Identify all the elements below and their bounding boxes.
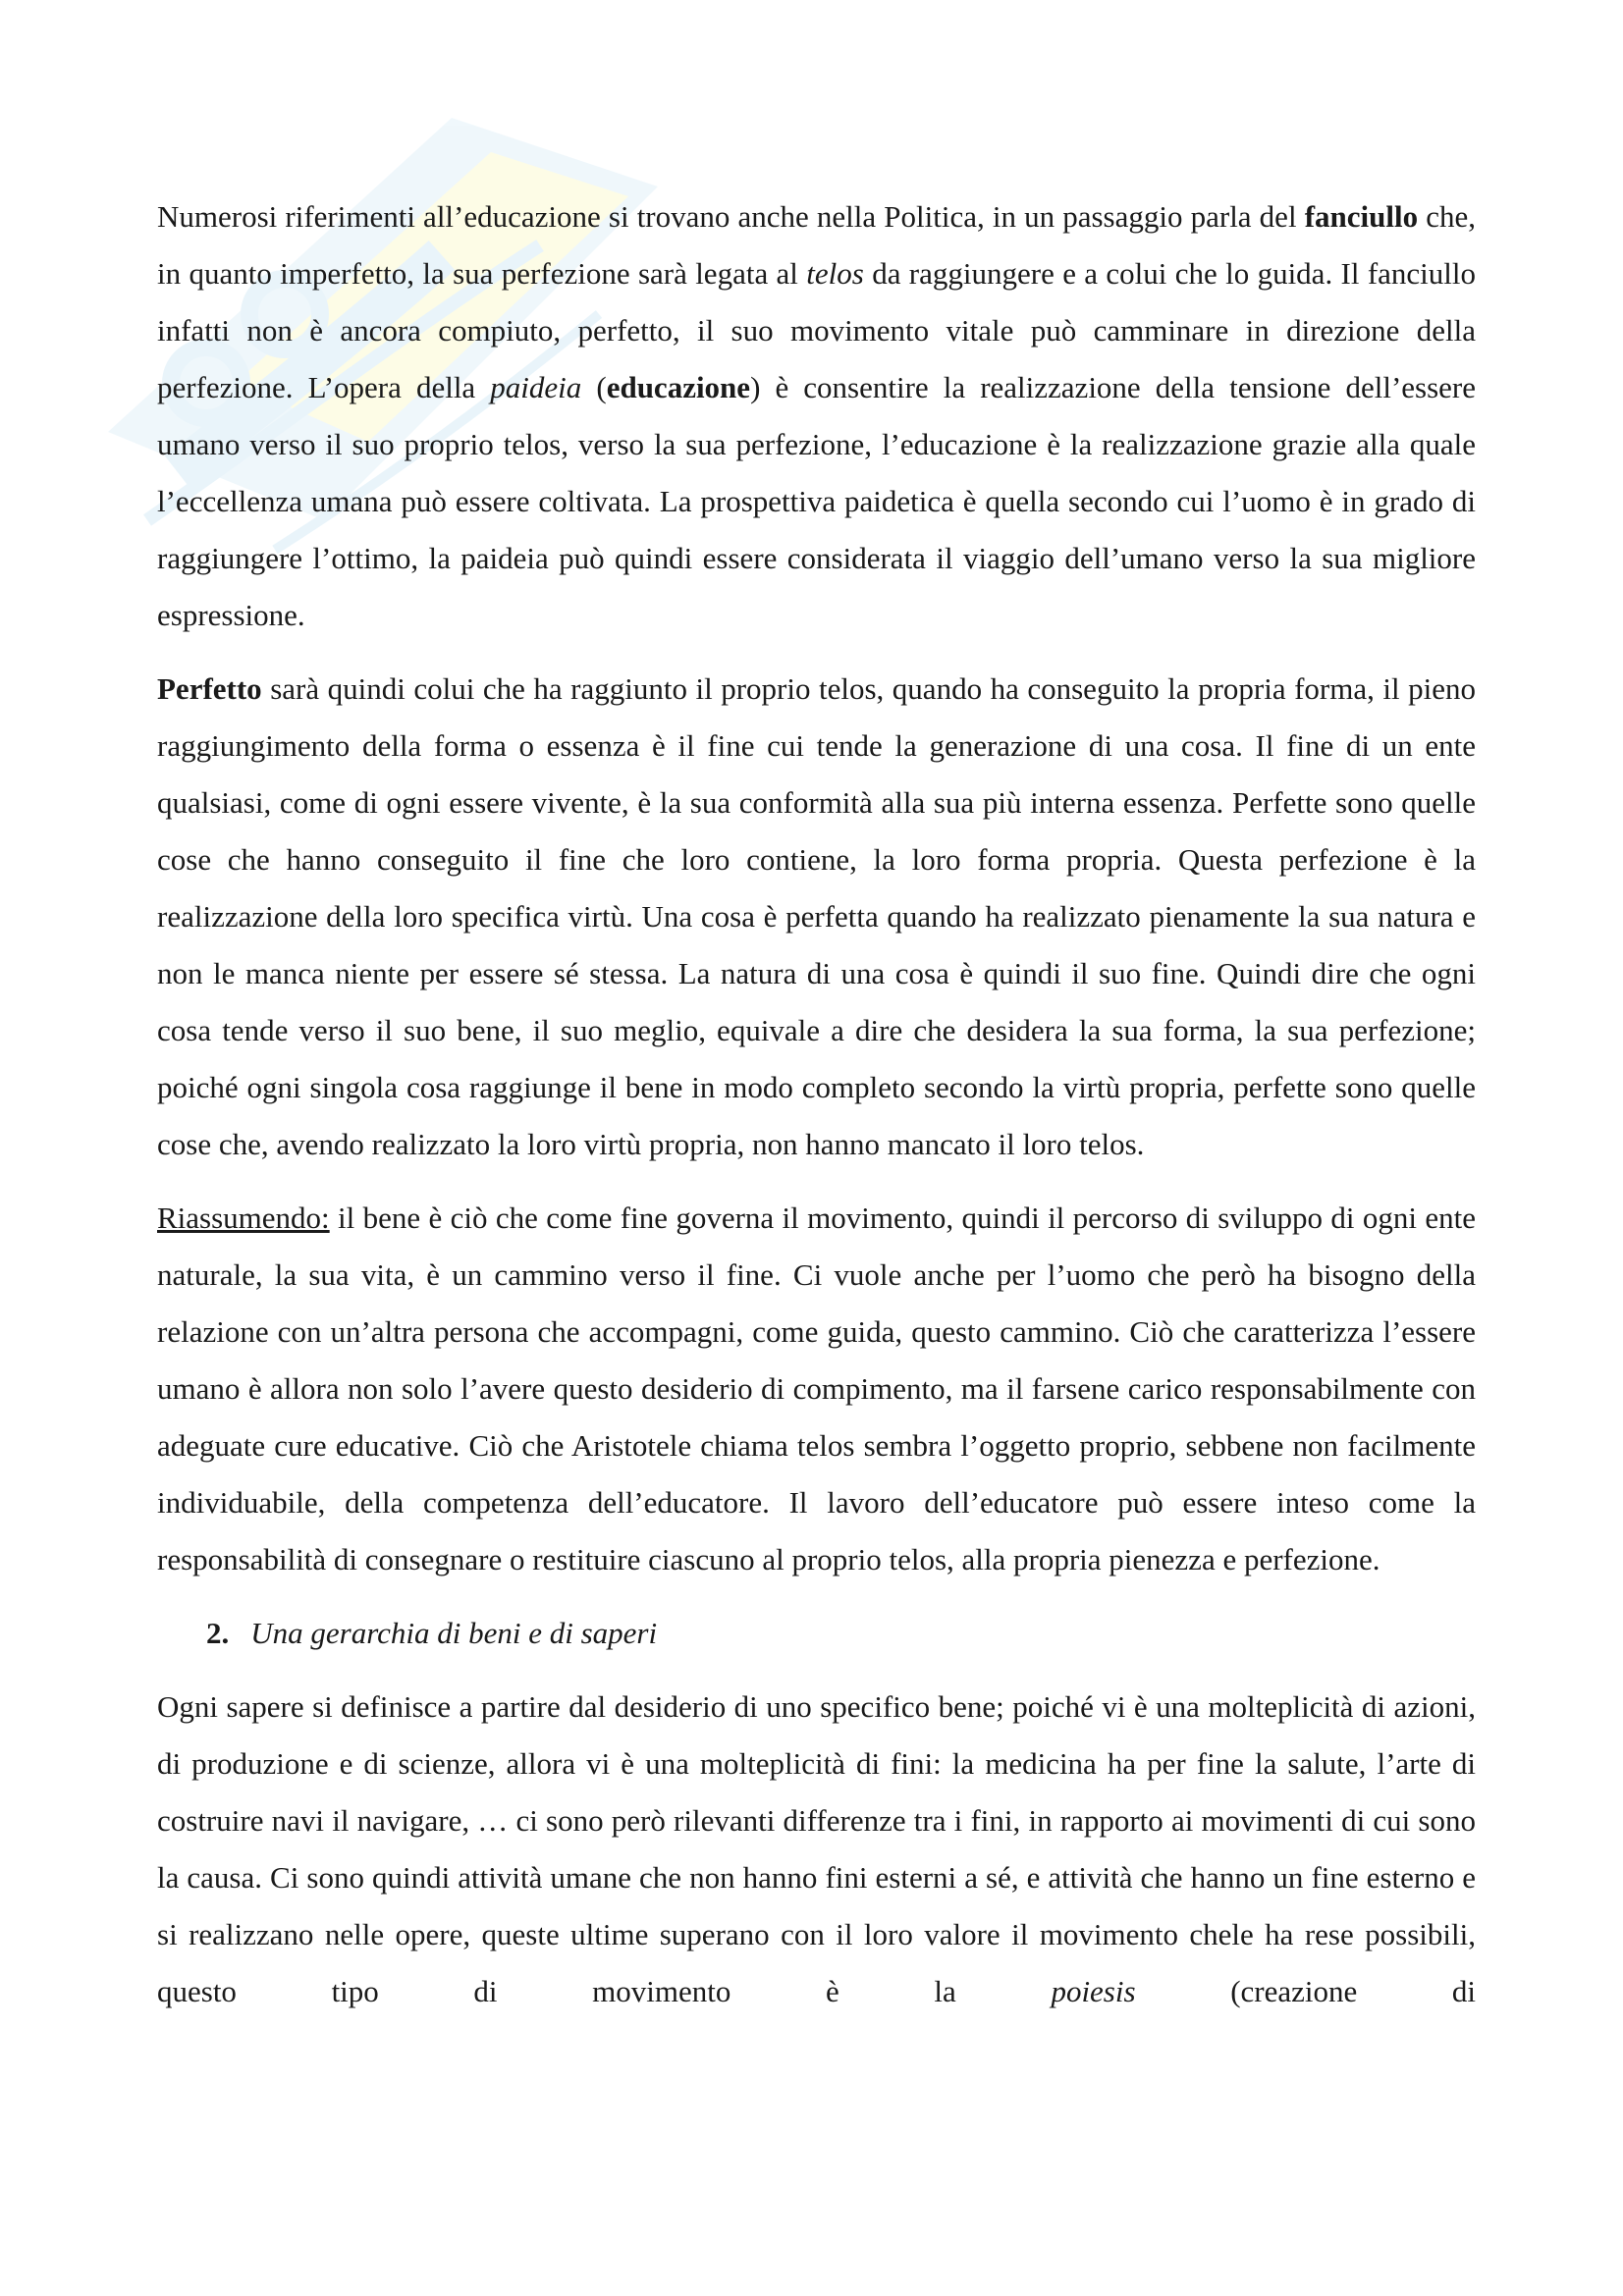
text-run: Ogni sapere si definisce a partire dal desiderio di uno specifico bene; poiché vi è una molteplicità di azioni, di produzione e di scienze, allora vi è una molteplicità di fini: la medicina ha per fine la salute, l’arte di costruire navi il navigare, … ci sono però rilevanti differenze tra i fini, in rapporto ai movimenti di cui sono la causa. Ci sono quindi attività umane che non hanno fini esterni a sé, e attività che hanno un fine esterno e si realizzano nelle opere, queste ultime superano con il loro valore il movimento chele ha rese possibili, questo tipo di movimento è la xyxy=(157,1689,1476,2008)
paragraph xyxy=(157,1679,1476,2020)
bold-term: educazione xyxy=(606,370,751,404)
italic-term: poiesis xyxy=(1051,1974,1136,2008)
paragraph xyxy=(157,1190,1476,1588)
text-run: che, in quanto imperfetto, la sua perfezione sarà legata al xyxy=(157,199,1476,291)
text-run: (creazione di xyxy=(1135,1974,1477,2008)
paragraph xyxy=(157,661,1476,1173)
text-run: sarà quindi colui che ha raggiunto il proprio telos, quando ha conseguito la propria forma, il pieno raggiungimento della forma o essenza è il fine cui tende la generazione di una cosa. Il fine di un ente qualsiasi, come di ogni essere vivente, è la sua conformità alla sua più interna essenza. Perfette sono quelle cose che hanno conseguito il fine che loro contiene, la loro forma propria. Questa perfezione è la realizzazione della loro specifica virtù. Una cosa è perfetta quando ha realizzato pienamente la sua natura e non le manca niente per essere sé stessa. La natura di una cosa è quindi il suo fine. Quindi dire che ogni cosa tende verso il suo bene, il suo meglio, equivale a dire che desidera la sua forma, la sua perfezione; poiché ogni singola cosa raggiunge il bene in modo completo secondo la virtù propria, perfette sono quelle cose che, avendo realizzato la loro virtù propria, non hanno mancato il loro telos. xyxy=(157,671,1476,1161)
text-run: il bene è ciò che come fine governa il movimento, quindi il percorso di sviluppo di ogni ente naturale, la sua vita, è un cammino verso il fine. Ci vuole anche per l’uomo che però ha bisogno della relazione con un’altra persona che accompagni, come guida, questo cammino. Ciò che caratterizza l’essere umano è allora non solo l’avere questo desiderio di compimento, ma il farsene carico responsabilmente con adeguate cure educative. Ciò che Aristotele chiama telos sembra l’oggetto proprio, sebbene non facilmente individuabile, della competenza dell’educatore. Il lavoro dell’educatore può essere inteso come la responsabilità di consegnare o restituire ciascuno al proprio telos, alla propria pienezza e perfezione. xyxy=(157,1201,1476,1576)
text-run: Numerosi riferimenti all’educazione si trovano anche nella Politica, in un passaggio parla del xyxy=(157,199,1305,234)
document-body xyxy=(157,188,1476,2020)
text-run: ) è consentire la realizzazione della tensione dell’essere umano verso il suo proprio telos, verso la sua perfezione, l’educazione è la realizzazione grazie alla quale l’eccellenza umana può essere coltivata. La prospettiva paidetica è quella secondo cui l’uomo è in grado di raggiungere l’ottimo, la paideia può quindi essere considerata il viaggio dell’umano verso la sua migliore espressione. xyxy=(157,370,1477,632)
bold-term: fanciullo xyxy=(1304,199,1419,234)
section-heading xyxy=(206,1605,1476,1662)
italic-term: paideia xyxy=(490,370,582,404)
bold-term: Perfetto xyxy=(157,671,262,706)
paragraph xyxy=(157,188,1476,644)
section-number: 2. xyxy=(206,1616,230,1650)
section-title: Una gerarchia di beni e di saperi xyxy=(250,1616,658,1650)
italic-term: telos xyxy=(806,256,864,291)
underlined-term: Riassumendo: xyxy=(157,1201,330,1235)
text-run: da raggiungere e a colui che lo guida. Il fanciullo infatti non è ancora compiuto, perfetto, il suo movimento vitale può camminare in direzione della perfezione. L’opera della xyxy=(157,256,1477,404)
text-run: ( xyxy=(581,370,607,404)
